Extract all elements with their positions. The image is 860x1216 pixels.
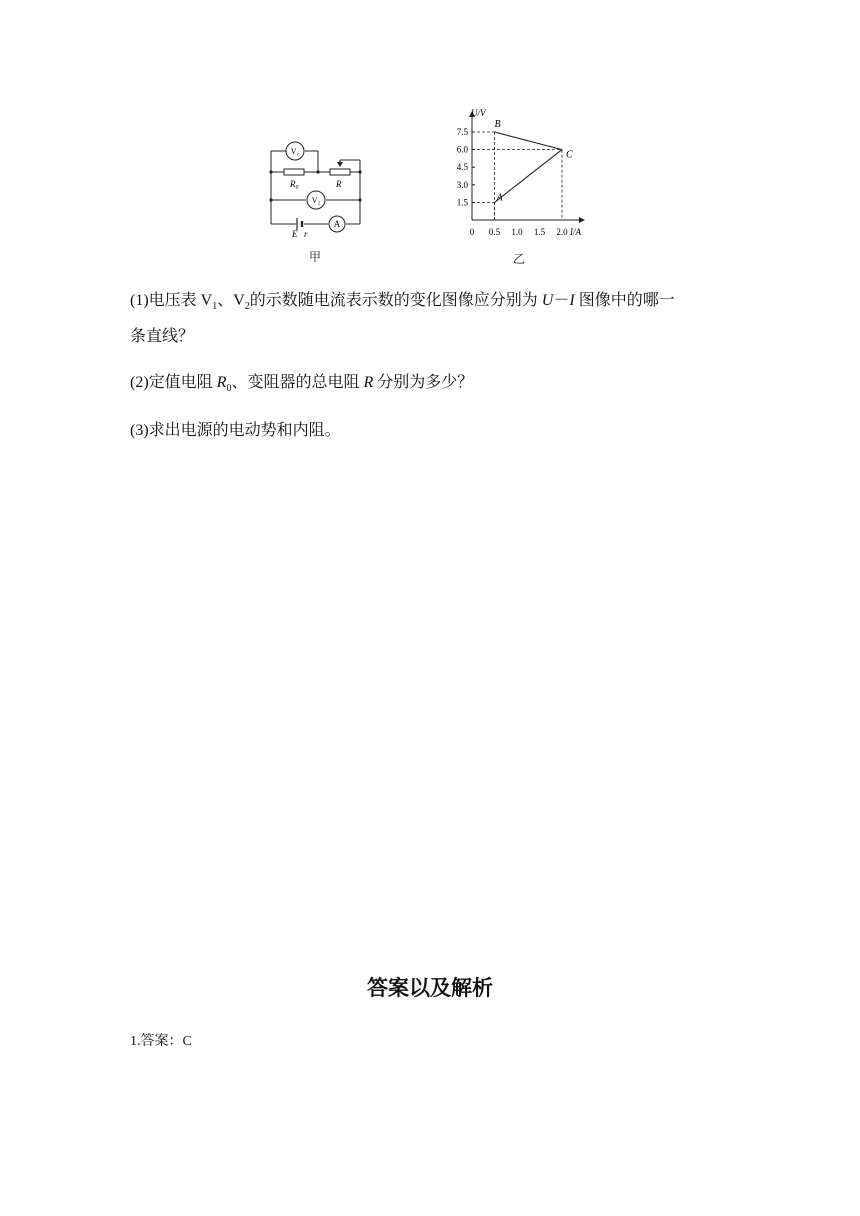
- question-3: (3)求出电源的电动势和内阻。: [130, 422, 341, 439]
- x-tick-label: 1.5: [533, 227, 546, 237]
- circuit-diagram: [262, 136, 372, 240]
- q1-text-b: 、V: [217, 292, 245, 309]
- q1-dash: －: [553, 292, 570, 309]
- figure-jia-caption: 甲: [309, 250, 322, 264]
- y-tick-label: 4.5: [456, 162, 468, 173]
- q1-math-i: I: [569, 292, 575, 309]
- question-1: [130, 286, 730, 352]
- x-tick-label: 2.0: [556, 227, 568, 237]
- q2-text-c: 分别为多少？: [377, 374, 474, 391]
- x-axis-label: I/A: [570, 227, 581, 237]
- point-label-A: A: [496, 192, 503, 204]
- ui-graph: [442, 106, 592, 246]
- r-label: R: [336, 179, 342, 189]
- q1-text-d: 图像中的哪一: [578, 292, 675, 309]
- ammeter-label: A: [333, 219, 341, 229]
- line-BC: [495, 132, 563, 150]
- q1-text-c: 的示数随电流表示数的变化图像应分别为: [249, 292, 538, 309]
- circuit-svg: [262, 136, 372, 240]
- figure-yi-caption: 乙: [513, 252, 526, 266]
- q1-text-a: (1)电压表 V: [130, 292, 213, 309]
- q2-sub-0: 0: [226, 383, 232, 395]
- y-tick-label: 3.0: [456, 179, 468, 190]
- y-tick-label: 1.5: [456, 197, 468, 208]
- y-tick-label: 7.5: [456, 127, 468, 137]
- point-label-B: B: [494, 119, 501, 130]
- v1-label: V₁: [290, 147, 300, 156]
- v2-label: V₂: [311, 196, 321, 205]
- q1-math-u: U: [541, 292, 554, 309]
- x-tick-label: 0.5: [488, 227, 501, 237]
- q2-text-b: 、变阻器的总电阻: [231, 374, 360, 391]
- x-tick-label: 1.0: [511, 227, 523, 237]
- question-2: [130, 368, 730, 404]
- q1-text-line2: 条直线？: [130, 328, 195, 346]
- internal-r-label: r: [304, 229, 308, 239]
- y-tick-label: 6.0: [456, 144, 468, 155]
- line-AC: [495, 150, 563, 203]
- q2-math-r2: R: [363, 374, 374, 391]
- rheostat-slider-arrow: [337, 162, 343, 167]
- answer-1: 1.答案：C: [130, 1034, 192, 1049]
- q2-math-r: R: [216, 374, 227, 391]
- q2-text-a: (2)定值电阻: [130, 374, 213, 391]
- answers-title: 答案以及解析: [367, 976, 493, 1000]
- emf-label: E: [292, 229, 298, 239]
- ui-graph-svg: [442, 106, 592, 246]
- r0-label: R₀: [290, 179, 299, 189]
- x-tick-label: 0: [469, 227, 475, 237]
- q1-sub-2: 2: [244, 301, 250, 313]
- q1-sub-1: 1: [212, 301, 218, 313]
- y-axis-label: U/V: [471, 108, 486, 118]
- point-label-C: C: [566, 149, 573, 161]
